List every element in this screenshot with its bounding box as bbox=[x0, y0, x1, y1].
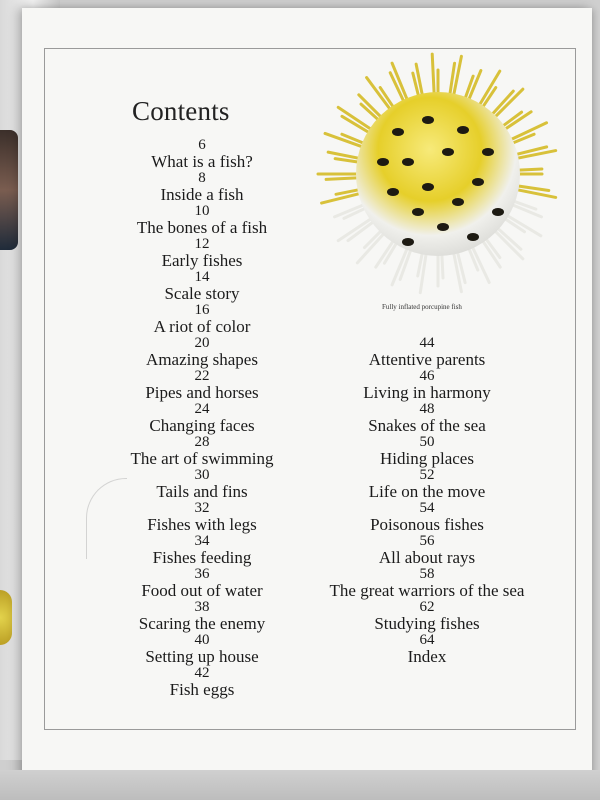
toc-entry[interactable] bbox=[92, 171, 312, 204]
fish-spot bbox=[402, 238, 414, 246]
toc-entry[interactable] bbox=[92, 237, 312, 270]
toc-entry[interactable] bbox=[92, 666, 312, 699]
toc-entry[interactable] bbox=[312, 501, 542, 534]
fish-spot bbox=[492, 208, 504, 216]
toc-entry-title: Setting up house bbox=[145, 647, 259, 666]
toc-entry[interactable] bbox=[312, 600, 542, 633]
toc-page-number: 8 bbox=[198, 170, 206, 186]
yellow-illustration-fragment bbox=[0, 590, 12, 645]
fish-spot bbox=[482, 148, 494, 156]
toc-page-number: 56 bbox=[419, 533, 435, 549]
toc-entry-title: The great warriors of the sea bbox=[329, 581, 525, 600]
toc-page-number: 46 bbox=[419, 368, 435, 384]
toc-entry-title: Amazing shapes bbox=[146, 350, 258, 369]
toc-entry-title: Scale story bbox=[164, 284, 240, 303]
toc-entry-title: Snakes of the sea bbox=[368, 416, 486, 435]
fish-body bbox=[356, 92, 520, 256]
toc-page-number: 62 bbox=[419, 599, 435, 615]
toc-entry-title: Early fishes bbox=[161, 251, 243, 270]
toc-page-number: 14 bbox=[194, 269, 210, 285]
porcupine-fish-photo bbox=[298, 52, 578, 297]
toc-entry[interactable] bbox=[312, 534, 542, 567]
toc-page-number: 48 bbox=[419, 401, 435, 417]
toc-entry-title: Fishes feeding bbox=[152, 548, 252, 567]
fish-spine bbox=[503, 213, 541, 236]
toc-page-number: 24 bbox=[194, 401, 210, 417]
toc-page-number: 52 bbox=[419, 467, 435, 483]
toc-page-number: 10 bbox=[194, 203, 210, 219]
book-page bbox=[22, 8, 592, 780]
toc-entry[interactable] bbox=[92, 138, 312, 171]
fish-spot bbox=[467, 233, 479, 241]
toc-entry-title: Inside a fish bbox=[160, 185, 244, 204]
toc-entry[interactable] bbox=[312, 633, 542, 666]
toc-entry-title: A riot of color bbox=[153, 317, 251, 336]
toc-page-number: 22 bbox=[194, 368, 210, 384]
toc-page-number: 6 bbox=[198, 137, 206, 153]
toc-entry-title: Tails and fins bbox=[156, 482, 248, 501]
toc-entry[interactable] bbox=[312, 435, 542, 468]
porcupine-fish-icon bbox=[298, 52, 578, 297]
toc-entry-title: Pipes and horses bbox=[145, 383, 259, 402]
toc-page-number: 30 bbox=[194, 467, 210, 483]
toc-entry[interactable] bbox=[92, 534, 312, 567]
fish-spine bbox=[338, 216, 375, 240]
fish-spot bbox=[422, 116, 434, 124]
fish-spot bbox=[377, 158, 389, 166]
toc-entry-title: Scaring the enemy bbox=[138, 614, 266, 633]
toc-entry-title: Poisonous fishes bbox=[370, 515, 484, 534]
toc-entry[interactable] bbox=[92, 303, 312, 336]
toc-entry-title: Studying fishes bbox=[374, 614, 480, 633]
toc-entry-title: Hiding places bbox=[380, 449, 474, 468]
toc-entry[interactable] bbox=[92, 204, 312, 237]
toc-entry[interactable] bbox=[92, 270, 312, 303]
toc-page-number: 42 bbox=[194, 665, 210, 681]
table-surface bbox=[0, 770, 600, 800]
image-caption: Fully inflated porcupine fish bbox=[382, 303, 462, 311]
toc-page-number: 28 bbox=[194, 434, 210, 450]
toc-entry[interactable] bbox=[312, 369, 542, 402]
fish-spine bbox=[477, 71, 500, 109]
toc-entry[interactable] bbox=[312, 336, 542, 369]
toc-entry[interactable] bbox=[312, 402, 542, 435]
toc-page-number: 34 bbox=[194, 533, 210, 549]
toc-entry-title: Food out of water bbox=[141, 581, 263, 600]
fish-spot bbox=[452, 198, 464, 206]
toc-page-number: 20 bbox=[194, 335, 210, 351]
fish-spot bbox=[472, 178, 484, 186]
fish-spot bbox=[402, 158, 414, 166]
toc-entry-title: Changing faces bbox=[149, 416, 255, 435]
toc-entry-title: Fish eggs bbox=[169, 680, 235, 699]
page-title: Contents bbox=[132, 96, 230, 126]
fish-spot bbox=[457, 126, 469, 134]
toc-entry-title: The bones of a fish bbox=[136, 218, 268, 237]
toc-entry-title: Attentive parents bbox=[368, 350, 486, 369]
fish-spot bbox=[437, 223, 449, 231]
bird-illustration-fragment bbox=[0, 130, 18, 250]
toc-page-number: 50 bbox=[419, 434, 435, 450]
toc-entry[interactable] bbox=[92, 567, 312, 600]
toc-entry[interactable] bbox=[92, 600, 312, 633]
fish-spot bbox=[392, 128, 404, 136]
toc-entry[interactable] bbox=[92, 501, 312, 534]
toc-entry[interactable] bbox=[92, 633, 312, 666]
toc-page-number: 44 bbox=[419, 335, 435, 351]
toc-entry-title: Fishes with legs bbox=[147, 515, 257, 534]
toc-entry[interactable] bbox=[312, 468, 542, 501]
toc-page-number: 16 bbox=[194, 302, 210, 318]
toc-page-number: 36 bbox=[194, 566, 210, 582]
toc-entry-title: All about rays bbox=[378, 548, 476, 567]
fish-spot bbox=[387, 188, 399, 196]
fish-spine bbox=[432, 54, 434, 98]
toc-entry[interactable] bbox=[92, 369, 312, 402]
toc-column-left bbox=[92, 138, 312, 699]
toc-page-number: 54 bbox=[419, 500, 435, 516]
fish-spot bbox=[442, 148, 454, 156]
toc-page-number: 40 bbox=[194, 632, 210, 648]
fish-spot bbox=[422, 183, 434, 191]
toc-entry-title: Life on the move bbox=[368, 482, 486, 501]
toc-entry[interactable] bbox=[92, 402, 312, 435]
toc-page-number: 58 bbox=[419, 566, 435, 582]
toc-entry[interactable] bbox=[312, 567, 542, 600]
toc-page-number: 32 bbox=[194, 500, 210, 516]
toc-page-number: 38 bbox=[194, 599, 210, 615]
toc-entry-title: Index bbox=[407, 647, 447, 666]
toc-page-number: 12 bbox=[194, 236, 210, 252]
toc-page-number: 64 bbox=[419, 632, 435, 648]
toc-entry[interactable] bbox=[92, 435, 312, 468]
toc-entry-title: The art of swimming bbox=[130, 449, 274, 468]
toc-entry[interactable] bbox=[92, 468, 312, 501]
toc-entry-title: Living in harmony bbox=[363, 383, 491, 402]
toc-entry[interactable] bbox=[92, 336, 312, 369]
fish-spot bbox=[412, 208, 424, 216]
toc-column-right bbox=[312, 336, 542, 666]
toc-entry-title: What is a fish? bbox=[151, 152, 253, 171]
